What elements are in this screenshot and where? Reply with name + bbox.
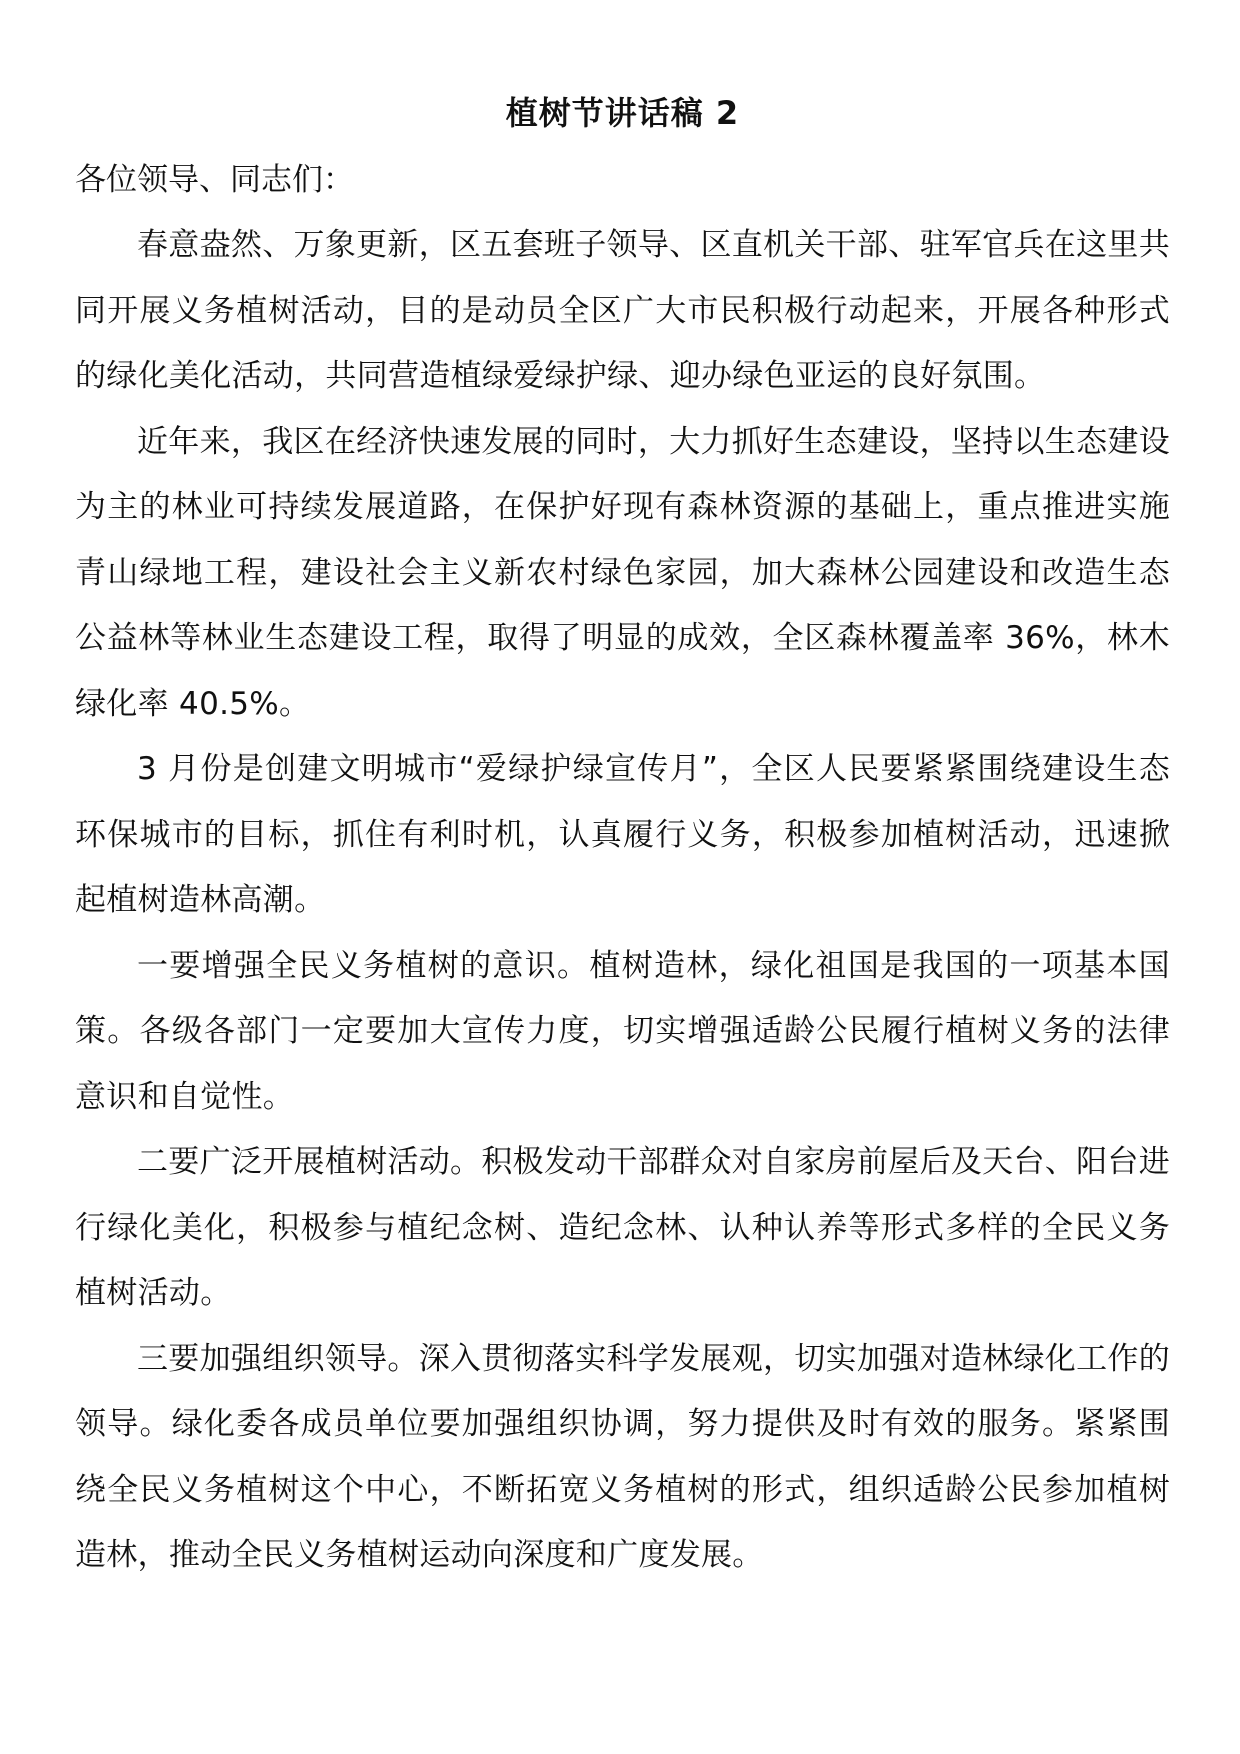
paragraph-intro: 春意盎然、万象更新，区五套班子领导、区直机关干部、驻军官兵在这里共同开展义务植树活动，目的是动员全区广大市民积极行动起来，开展各种形式的绿化美化活动，共同营造植绿爱绿护绿、迎办绿色亚运的良好氛围。 [75,227,1170,394]
paragraph-achievements: 近年来，我区在经济快速发展的同时，大力抓好生态建设，坚持以生态建设为主的林业可持续发展道路，在保护好现有森林资源的基础上，重点推进实施青山绿地工程，建设社会主义新农村绿色家园，加大森林公园建设和改造生态公益林等林业生态建设工程，取得了明显的成效，全区森林覆盖率 36%，林木绿化率 40.5%。 [75,423,1170,722]
document-title: 植树节讲话稿 2 [505,94,740,132]
paragraph-point-two: 二要广泛开展植树活动。积极发动干部群众对自家房前屋后及天台、阳台进行绿化美化，积极参与植纪念树、造纪念林、认种认养等形式多样的全民义务植树活动。 [75,1144,1170,1311]
paragraph-point-three: 三要加强组织领导。深入贯彻落实科学发展观，切实加强对造林绿化工作的领导。绿化委各成员单位要加强组织协调，努力提供及时有效的服务。紧紧围绕全民义务植树这个中心，不断拓宽义务植树的形式，组织适龄公民参加植树造林，推动全民义务植树运动向深度和广度发展。 [75,1340,1170,1573]
paragraph-point-one: 一要增强全民义务植树的意识。植树造林，绿化祖国是我国的一项基本国策。各级各部门一定要加大宣传力度，切实增强适龄公民履行植树义务的法律意识和自觉性。 [75,947,1170,1115]
salutation: 各位领导、同志们： [75,162,354,198]
paragraph-campaign-month: 3 月份是创建文明城市“爱绿护绿宣传月”，全区人民要紧紧围绕建设生态环保城市的目标，抓住有利时机，认真履行义务，积极参加植树活动，迅速掀起植树造林高潮。 [75,751,1170,918]
document-page [75,88,1170,1589]
